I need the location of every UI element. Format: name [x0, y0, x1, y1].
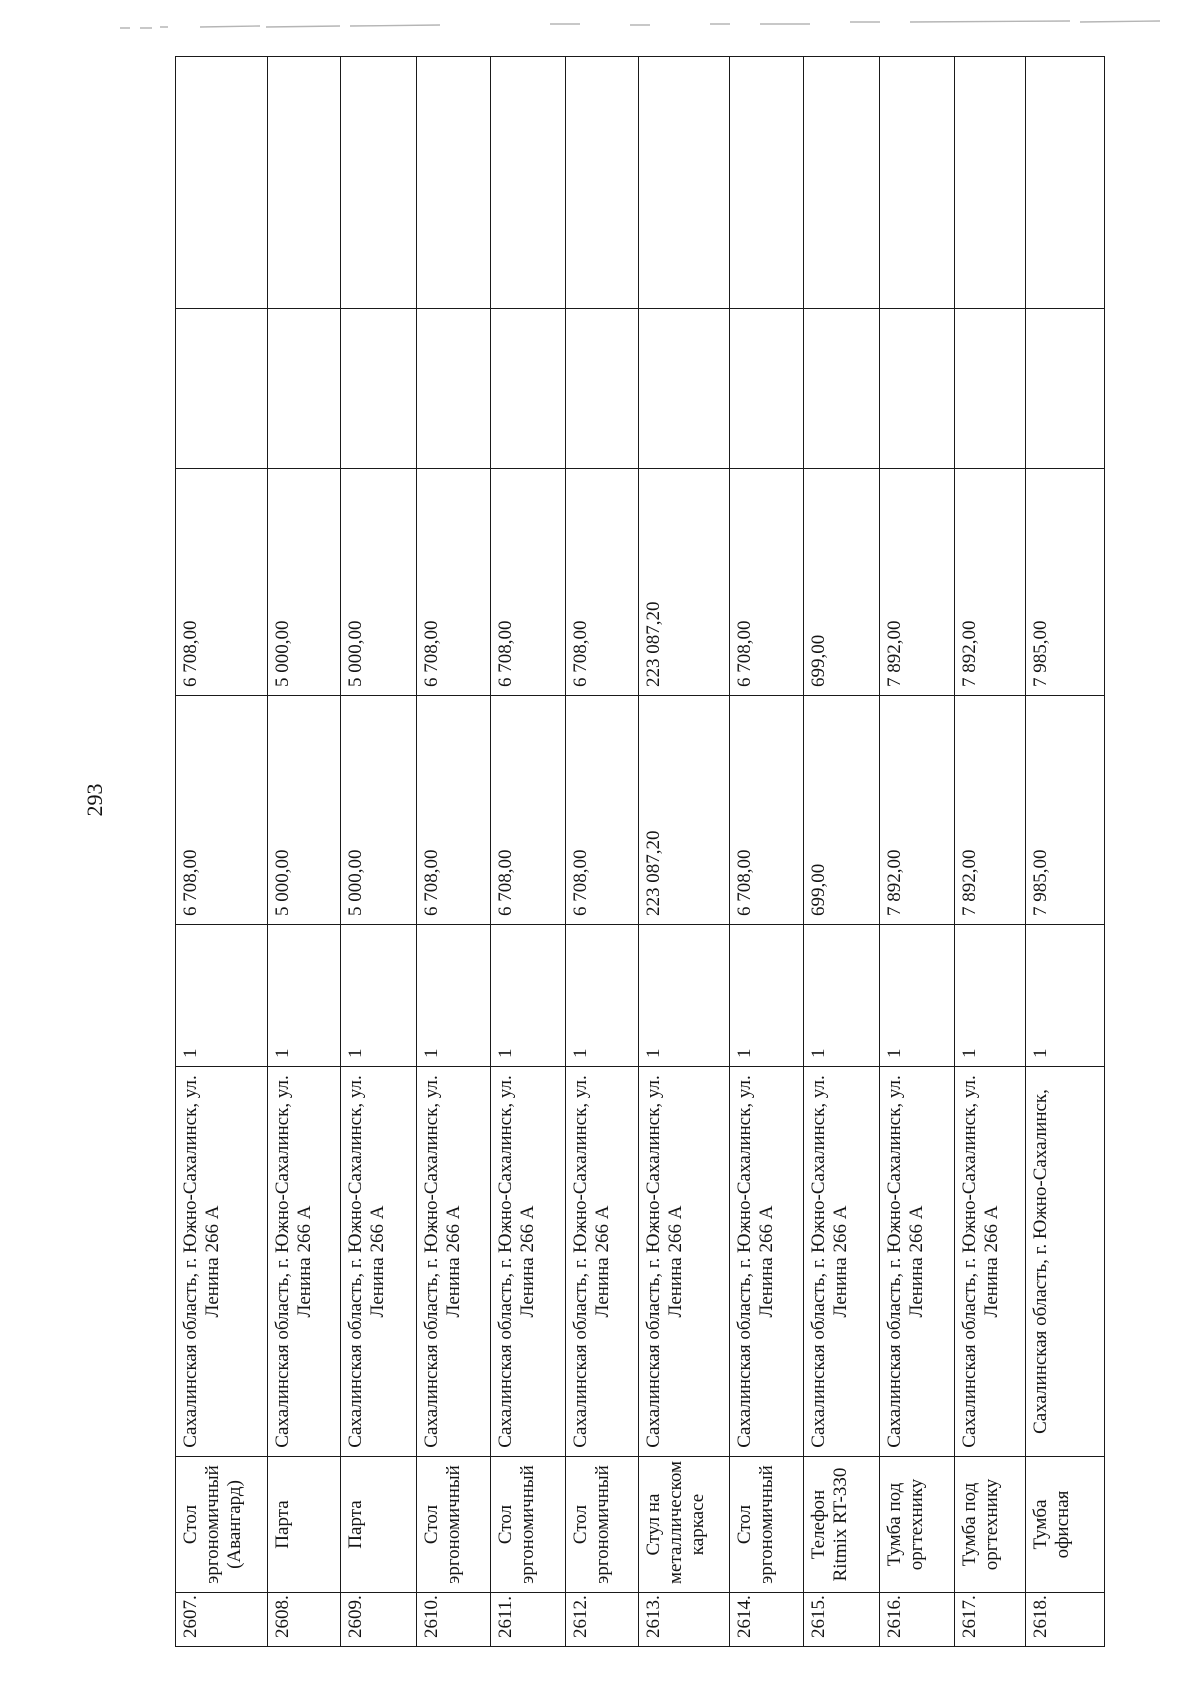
row-number: 2613.	[638, 1593, 729, 1647]
empty-cell	[955, 309, 1026, 469]
table-row	[804, 57, 879, 1647]
item-cost: 7 985,00	[1026, 696, 1105, 925]
item-quantity: 1	[730, 925, 804, 1067]
item-value: 699,00	[804, 469, 879, 696]
item-cost: 6 708,00	[491, 696, 565, 925]
item-address: Сахалинская область, г. Южно-Сахалинск, ул. Ленина 266 А	[565, 1067, 638, 1457]
item-value: 7 892,00	[955, 469, 1026, 696]
row-number: 2610.	[416, 1593, 490, 1647]
item-cost: 6 708,00	[565, 696, 638, 925]
empty-cell	[1026, 309, 1105, 469]
row-number: 2616.	[879, 1593, 954, 1647]
empty-cell	[879, 309, 954, 469]
empty-cell	[955, 57, 1026, 309]
item-quantity: 1	[341, 925, 416, 1067]
item-name: Тумба под оргтехнику	[879, 1457, 954, 1593]
table-row	[638, 57, 729, 1647]
empty-cell	[491, 309, 565, 469]
item-value: 6 708,00	[176, 469, 268, 696]
item-quantity: 1	[955, 925, 1026, 1067]
row-number: 2618.	[1026, 1593, 1105, 1647]
item-quantity: 1	[491, 925, 565, 1067]
empty-cell	[565, 57, 638, 309]
table-row	[416, 57, 490, 1647]
row-number: 2612.	[565, 1593, 638, 1647]
item-quantity: 1	[879, 925, 954, 1067]
empty-cell	[268, 57, 341, 309]
empty-cell	[804, 309, 879, 469]
item-address: Сахалинская область, г. Южно-Сахалинск, ул. Ленина 266 А	[638, 1067, 729, 1457]
item-value: 5 000,00	[268, 469, 341, 696]
row-number: 2611.	[491, 1593, 565, 1647]
item-address: Сахалинская область, г. Южно-Сахалинск, ул. Ленина 266 А	[491, 1067, 565, 1457]
item-cost: 7 892,00	[955, 696, 1026, 925]
item-address: Сахалинская область, г. Южно-Сахалинск, ул. Ленина 266 А	[730, 1067, 804, 1457]
item-address: Сахалинская область, г. Южно-Сахалинск,	[1026, 1067, 1105, 1457]
item-quantity: 1	[1026, 925, 1105, 1067]
empty-cell	[879, 57, 954, 309]
item-name: Тумба под оргтехнику	[955, 1457, 1026, 1593]
item-quantity: 1	[804, 925, 879, 1067]
item-name: Стол эргономичный	[416, 1457, 490, 1593]
empty-cell	[638, 309, 729, 469]
item-cost: 699,00	[804, 696, 879, 925]
item-value: 6 708,00	[565, 469, 638, 696]
table-row	[176, 57, 268, 1647]
item-address: Сахалинская область, г. Южно-Сахалинск, ул. Ленина 266 А	[416, 1067, 490, 1457]
item-name: Телефон Ritmix RT-330	[804, 1457, 879, 1593]
empty-cell	[176, 309, 268, 469]
row-number: 2607.	[176, 1593, 268, 1647]
item-quantity: 1	[638, 925, 729, 1067]
item-cost: 5 000,00	[341, 696, 416, 925]
table-row	[730, 57, 804, 1647]
table-row	[341, 57, 416, 1647]
empty-cell	[416, 57, 490, 309]
empty-cell	[268, 309, 341, 469]
item-value: 7 985,00	[1026, 469, 1105, 696]
item-quantity: 1	[176, 925, 268, 1067]
table-row	[1026, 57, 1105, 1647]
item-name: Стол эргономичный	[565, 1457, 638, 1593]
inventory-table	[175, 56, 1105, 1647]
item-value: 6 708,00	[491, 469, 565, 696]
item-name: Парта	[268, 1457, 341, 1593]
row-number: 2609.	[341, 1593, 416, 1647]
item-name: Стол эргономичный	[730, 1457, 804, 1593]
item-name: Стол эргономичный	[491, 1457, 565, 1593]
item-address: Сахалинская область, г. Южно-Сахалинск, ул. Ленина 266 А	[268, 1067, 341, 1457]
item-cost: 6 708,00	[176, 696, 268, 925]
table-row	[955, 57, 1026, 1647]
empty-cell	[730, 57, 804, 309]
scan-noise-strip	[110, 14, 1170, 34]
table-body	[176, 57, 1105, 1647]
item-address: Сахалинская область, г. Южно-Сахалинск, ул. Ленина 266 А	[341, 1067, 416, 1457]
table-row	[565, 57, 638, 1647]
table-row	[268, 57, 341, 1647]
item-quantity: 1	[268, 925, 341, 1067]
item-value: 7 892,00	[879, 469, 954, 696]
item-cost: 6 708,00	[730, 696, 804, 925]
row-number: 2617.	[955, 1593, 1026, 1647]
item-name: Тумба офисная	[1026, 1457, 1105, 1593]
page-number: 293	[82, 783, 107, 817]
item-name: Парта	[341, 1457, 416, 1593]
empty-cell	[638, 57, 729, 309]
row-number: 2608.	[268, 1593, 341, 1647]
item-cost: 5 000,00	[268, 696, 341, 925]
item-cost: 7 892,00	[879, 696, 954, 925]
row-number: 2615.	[804, 1593, 879, 1647]
item-quantity: 1	[416, 925, 490, 1067]
item-cost: 6 708,00	[416, 696, 490, 925]
empty-cell	[341, 309, 416, 469]
empty-cell	[491, 57, 565, 309]
item-name: Стул на металлическом каркасе	[638, 1457, 729, 1593]
item-name: Стол эргономичный (Авангард)	[176, 1457, 268, 1593]
empty-cell	[730, 309, 804, 469]
empty-cell	[341, 57, 416, 309]
table-row	[491, 57, 565, 1647]
item-address: Сахалинская область, г. Южно-Сахалинск, ул. Ленина 266 А	[176, 1067, 268, 1457]
item-value: 223 087,20	[638, 469, 729, 696]
item-quantity: 1	[565, 925, 638, 1067]
empty-cell	[1026, 57, 1105, 309]
item-address: Сахалинская область, г. Южно-Сахалинск, ул. Ленина 266 А	[955, 1067, 1026, 1457]
empty-cell	[416, 309, 490, 469]
item-address: Сахалинская область, г. Южно-Сахалинск, ул. Ленина 266 А	[804, 1067, 879, 1457]
row-number: 2614.	[730, 1593, 804, 1647]
inventory-table-rotated	[175, 57, 1105, 1647]
item-cost: 223 087,20	[638, 696, 729, 925]
item-value: 6 708,00	[730, 469, 804, 696]
table-row	[879, 57, 954, 1647]
item-value: 6 708,00	[416, 469, 490, 696]
empty-cell	[176, 57, 268, 309]
item-value: 5 000,00	[341, 469, 416, 696]
empty-cell	[565, 309, 638, 469]
empty-cell	[804, 57, 879, 309]
item-address: Сахалинская область, г. Южно-Сахалинск, ул. Ленина 266 А	[879, 1067, 954, 1457]
